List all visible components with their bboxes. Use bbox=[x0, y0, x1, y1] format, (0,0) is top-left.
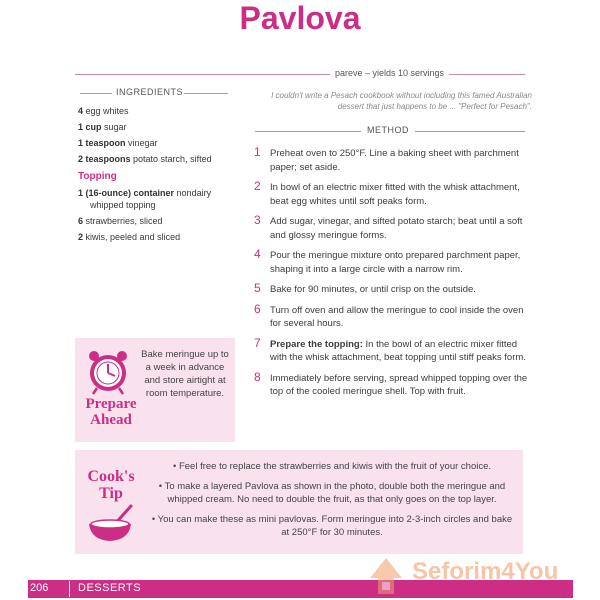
page-title: Pavlova bbox=[239, 0, 361, 36]
step-text: In the bowl of an electric mixer fitted with the whisk attachment, beat topping until stiff peaks form. bbox=[270, 338, 526, 363]
step-text: Add sugar, vinegar, and sifted potato starch; beat until a soft and glossy meringue forms. bbox=[270, 216, 523, 241]
ingredient-text: sugar bbox=[104, 122, 127, 132]
method-heading bbox=[255, 125, 525, 139]
step-bold-text: Prepare the topping: bbox=[270, 338, 363, 350]
topping-item bbox=[78, 187, 238, 211]
cooks-tip-item: • To make a layered Pavlova as shown in the photo, double both the meringue and whipped cream. No need to double the fruit, as that only goes on the top layer. bbox=[158, 481, 506, 505]
topping-qty: 6 bbox=[78, 216, 84, 226]
ingredient-item bbox=[78, 105, 238, 117]
ingredient-text: egg whites bbox=[85, 106, 129, 116]
topping-qty: 1 (16-ounce) container bbox=[78, 188, 175, 198]
yield-info: pareve – yields 10 servings bbox=[330, 68, 449, 78]
prepare-ahead-title-line2: Ahead bbox=[90, 412, 132, 428]
method-rule-left bbox=[255, 131, 361, 132]
topping-qty: 2 bbox=[78, 232, 84, 242]
topping-heading: Topping bbox=[78, 171, 117, 182]
ingredients-rule-right bbox=[184, 93, 228, 94]
ingredient-text: potato starch, sifted bbox=[133, 154, 212, 164]
ingredient-item bbox=[78, 121, 238, 133]
step-text: Pour the meringue mixture onto prepared parchment paper, shaping it into a large circle with a narrow rim. bbox=[270, 250, 521, 275]
ingredient-qty: 1 cup bbox=[78, 122, 102, 132]
ingredients-heading-label: INGREDIENTS bbox=[116, 87, 184, 97]
step-text: In bowl of an electric mixer fitted with the whisk attachment, beat egg whites until soft peaks form. bbox=[270, 182, 520, 207]
method-step bbox=[254, 335, 529, 365]
ingredients-heading bbox=[80, 86, 230, 100]
ingredients-rule-left bbox=[80, 93, 112, 94]
topping-text: strawberries, sliced bbox=[85, 216, 163, 226]
topping-item bbox=[78, 215, 238, 227]
method-rule-right bbox=[415, 131, 525, 132]
method-step bbox=[254, 301, 529, 331]
cooks-tip-title-line2: Tip bbox=[99, 485, 123, 502]
prepare-ahead-box bbox=[75, 338, 235, 442]
step-text: Preheat oven to 250°F. Line a baking sheet with parchment paper; set aside. bbox=[270, 148, 519, 173]
footer-separator bbox=[69, 581, 70, 597]
page-number: 206 bbox=[30, 582, 49, 594]
section-name: DESSERTS bbox=[78, 582, 142, 594]
ingredients-list bbox=[78, 105, 238, 247]
step-number: 8 bbox=[254, 369, 261, 384]
step-number: 7 bbox=[254, 335, 261, 350]
step-number: 1 bbox=[254, 145, 261, 159]
ingredient-item bbox=[78, 137, 238, 149]
cooks-tip-title bbox=[81, 468, 141, 502]
step-number: 2 bbox=[254, 179, 261, 193]
ingredient-qty: 1 teaspoon bbox=[78, 138, 126, 148]
watermark-text: Seforim4You bbox=[412, 558, 559, 585]
alarm-clock-icon bbox=[83, 346, 133, 396]
step-number: 6 bbox=[254, 301, 261, 316]
method-step bbox=[254, 181, 529, 208]
prepare-ahead-title bbox=[81, 396, 141, 428]
prepare-ahead-text: Bake meringue up to a week in advance and store airtight at room temperature. bbox=[141, 349, 229, 399]
meta-divider bbox=[75, 74, 525, 75]
step-text: Immediately before serving, spread whipped topping over the top of the cooled meringue shell. Top with fruit. bbox=[270, 372, 528, 397]
step-number: 5 bbox=[254, 281, 261, 295]
method-step bbox=[254, 147, 529, 174]
method-step bbox=[254, 215, 529, 242]
method-steps bbox=[254, 147, 529, 406]
method-step bbox=[254, 249, 529, 276]
step-number: 3 bbox=[254, 213, 261, 227]
ingredient-item bbox=[78, 153, 238, 165]
mixing-bowl-icon bbox=[85, 504, 135, 544]
topping-item bbox=[78, 231, 238, 243]
cooks-tip-item: • Feel free to replace the strawberries and kiwis with the fruit of your choice. bbox=[172, 461, 492, 472]
cooks-tip-list bbox=[147, 460, 517, 546]
ingredient-qty: 4 bbox=[78, 106, 84, 116]
topping-text-cont: whipped topping bbox=[90, 200, 156, 210]
method-heading-label: METHOD bbox=[367, 125, 409, 135]
step-text: Bake for 90 minutes, or until crisp on the outside. bbox=[270, 284, 476, 295]
ingredient-text: vinegar bbox=[128, 138, 158, 148]
cooks-tip-item: • You can make these as mini pavlovas. Form meringue into 2-3-inch circles and bake at 250°F for 30 minutes. bbox=[151, 514, 513, 538]
recipe-intro: I couldn't write a Pesach cookbook without including this famed Australian dessert that just happens to be ... "Perfect for Pesach". bbox=[271, 91, 532, 111]
step-number: 4 bbox=[254, 247, 261, 261]
method-step bbox=[254, 283, 529, 297]
ingredient-qty: 2 teaspoons bbox=[78, 154, 131, 164]
prepare-ahead-title-line1: Prepare bbox=[85, 396, 137, 412]
cooks-tip-title-line1: Cook's bbox=[87, 468, 135, 485]
topping-text: kiwis, peeled and sliced bbox=[85, 232, 181, 242]
cooks-tip-box bbox=[75, 450, 523, 554]
step-text: Turn off oven and allow the meringue to cool inside the oven for several hours. bbox=[270, 304, 524, 329]
topping-text: nondairy bbox=[176, 188, 212, 198]
method-step bbox=[254, 369, 529, 399]
